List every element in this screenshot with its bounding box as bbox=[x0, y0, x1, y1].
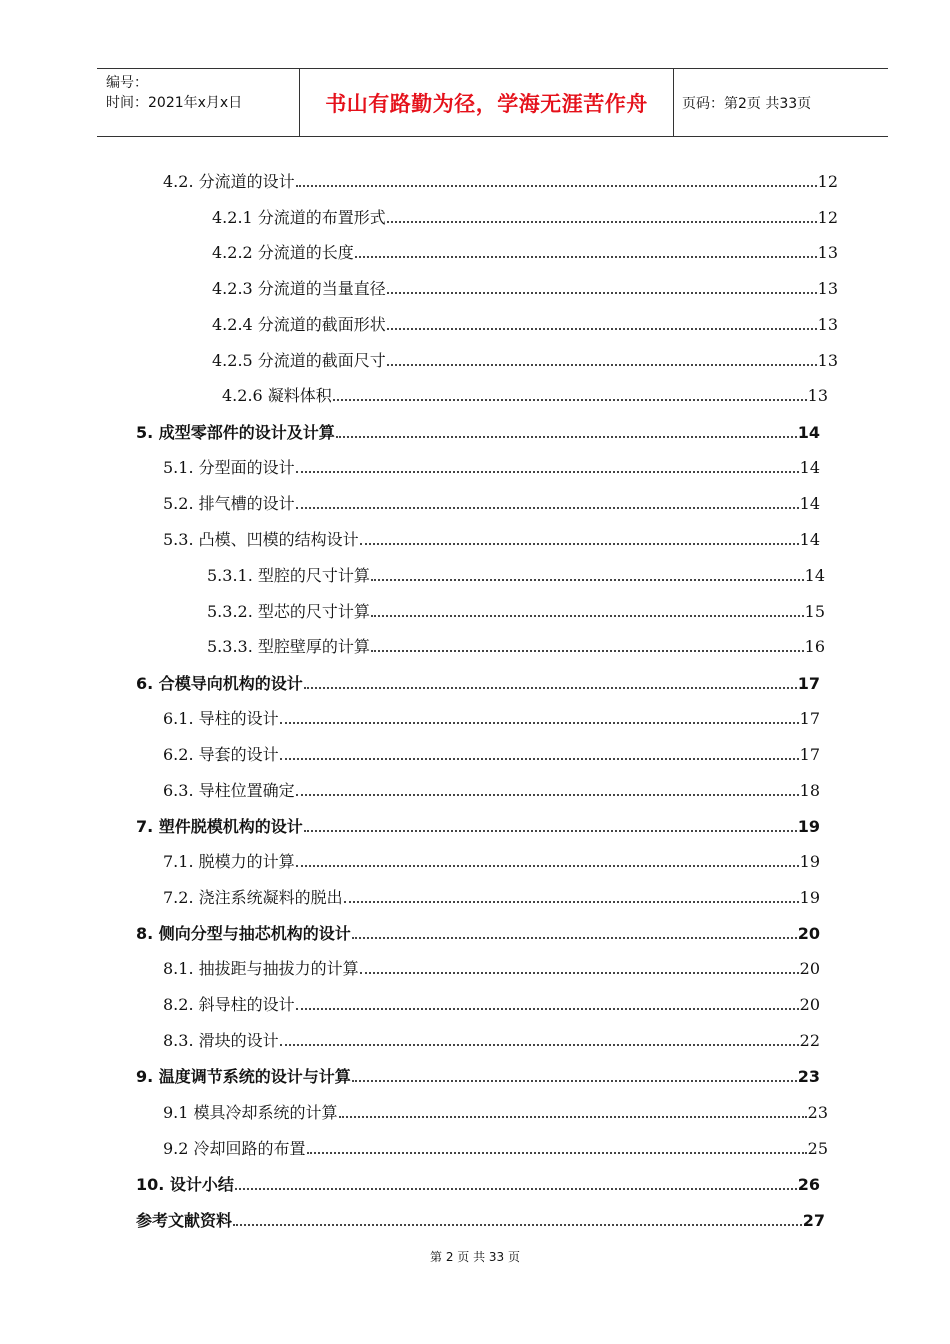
toc-entry-title: 6.3. 导柱位置确定 bbox=[163, 781, 295, 800]
toc-entry-page: 19 bbox=[797, 817, 820, 836]
toc-entry-title: 6.2. 导套的设计 bbox=[163, 745, 279, 764]
code-label: 编号： bbox=[106, 75, 148, 91]
toc-entry-page: 23 bbox=[807, 1103, 828, 1122]
toc-entry-page: 17 bbox=[799, 709, 820, 728]
toc-entry-page: 27 bbox=[802, 1211, 825, 1230]
toc-entry bbox=[163, 849, 820, 873]
toc-entry bbox=[212, 348, 838, 372]
toc-entry bbox=[212, 312, 838, 336]
toc-entry bbox=[136, 1172, 820, 1196]
toc-dot-leader bbox=[304, 675, 797, 689]
page-footer: 第 2 页 共 33 页 bbox=[430, 1250, 520, 1264]
toc-entry-title: 5.3.3. 型腔壁厚的计算 bbox=[207, 637, 370, 656]
toc-entry bbox=[136, 1064, 820, 1088]
toc-entry bbox=[212, 240, 838, 264]
time-label: 时间：2021年x月x日 bbox=[106, 95, 243, 111]
toc-entry bbox=[207, 563, 825, 587]
toc-entry-page: 20 bbox=[799, 959, 820, 978]
toc-dot-leader bbox=[371, 603, 804, 617]
toc-entry-page: 13 bbox=[817, 243, 838, 262]
toc-entry bbox=[163, 992, 820, 1016]
toc-entry bbox=[212, 205, 838, 229]
toc-entry bbox=[163, 527, 820, 551]
toc-entry-page: 22 bbox=[799, 1031, 820, 1050]
toc-entry-page: 17 bbox=[799, 745, 820, 764]
toc-entry-title: 4.2. 分流道的设计 bbox=[163, 172, 295, 191]
toc-entry-page: 26 bbox=[797, 1175, 820, 1194]
toc-entry bbox=[136, 420, 820, 444]
toc-entry-page: 15 bbox=[804, 602, 825, 621]
toc-entry-page: 16 bbox=[804, 637, 825, 656]
toc-dot-leader bbox=[296, 495, 799, 509]
toc-dot-leader bbox=[344, 889, 799, 903]
toc-entry bbox=[163, 1100, 828, 1124]
toc-entry-page: 14 bbox=[797, 423, 820, 442]
toc-entry-title: 5.2. 排气槽的设计 bbox=[163, 494, 295, 513]
toc-entry-title: 4.2.4 分流道的截面形状 bbox=[212, 315, 386, 334]
toc-entry bbox=[207, 634, 825, 658]
toc-entry-page: 12 bbox=[817, 172, 838, 191]
toc-entry-page: 13 bbox=[817, 315, 838, 334]
toc-entry-title: 10. 设计小结 bbox=[136, 1175, 234, 1194]
toc-entry-page: 19 bbox=[799, 852, 820, 871]
toc-dot-leader bbox=[339, 1104, 807, 1118]
toc-entry-title: 6.1. 导柱的设计 bbox=[163, 709, 279, 728]
toc-entry-title: 5.1. 分型面的设计 bbox=[163, 458, 295, 477]
toc-entry bbox=[163, 169, 838, 193]
toc-dot-leader bbox=[360, 531, 799, 545]
toc-dot-leader bbox=[296, 173, 817, 187]
toc-entry-title: 9. 温度调节系统的设计与计算 bbox=[136, 1067, 351, 1086]
toc-entry-title: 4.2.5 分流道的截面尺寸 bbox=[212, 351, 386, 370]
toc-entry bbox=[163, 778, 820, 802]
toc-entry bbox=[163, 491, 820, 515]
toc-entry-page: 20 bbox=[799, 995, 820, 1014]
header-page-info: 页码：第2页 共33页 bbox=[682, 95, 812, 112]
toc-entry bbox=[163, 706, 820, 730]
toc-entry-title: 5.3.2. 型芯的尺寸计算 bbox=[207, 602, 370, 621]
toc-entry-title: 8.3. 滑块的设计 bbox=[163, 1031, 279, 1050]
toc-dot-leader bbox=[233, 1212, 802, 1226]
toc-dot-leader bbox=[352, 1068, 797, 1082]
toc-dot-leader bbox=[280, 746, 799, 760]
toc-entry bbox=[163, 885, 820, 909]
toc-entry bbox=[136, 671, 820, 695]
toc-entry bbox=[136, 814, 820, 838]
toc-entry-title: 7.2. 浇注系统凝料的脱出 bbox=[163, 888, 343, 907]
toc-dot-leader bbox=[387, 209, 817, 223]
toc-entry-title: 4.2.2 分流道的长度 bbox=[212, 243, 354, 262]
toc-entry bbox=[136, 1208, 825, 1232]
toc-dot-leader bbox=[387, 316, 817, 330]
toc-entry-title: 4.2.3 分流道的当量直径 bbox=[212, 279, 386, 298]
toc-entry-page: 13 bbox=[817, 279, 838, 298]
toc-dot-leader bbox=[371, 638, 804, 652]
toc-entry-page: 17 bbox=[797, 674, 820, 693]
toc-entry-title: 4.2.6 凝料体积 bbox=[222, 386, 332, 405]
toc-dot-leader bbox=[296, 459, 799, 473]
toc-dot-leader bbox=[333, 387, 807, 401]
toc-entry-page: 14 bbox=[804, 566, 825, 585]
toc-entry-title: 6. 合模导向机构的设计 bbox=[136, 674, 303, 693]
toc-entry-title: 9.2 冷却回路的布置 bbox=[163, 1139, 306, 1158]
toc-dot-leader bbox=[371, 567, 804, 581]
toc-entry-title: 5.3.1. 型腔的尺寸计算 bbox=[207, 566, 370, 585]
toc-dot-leader bbox=[280, 1032, 799, 1046]
toc-entry bbox=[222, 383, 828, 407]
toc-dot-leader bbox=[304, 818, 797, 832]
toc-entry-page: 25 bbox=[807, 1139, 828, 1158]
toc-dot-leader bbox=[336, 424, 797, 438]
toc-dot-leader bbox=[296, 996, 799, 1010]
toc-entry-title: 7. 塑件脱模机构的设计 bbox=[136, 817, 303, 836]
toc-entry bbox=[212, 276, 838, 300]
toc-entry-title: 5. 成型零部件的设计及计算 bbox=[136, 423, 335, 442]
toc-entry bbox=[207, 599, 825, 623]
toc-entry bbox=[163, 1136, 828, 1160]
toc-entry-page: 14 bbox=[799, 530, 820, 549]
toc-dot-leader bbox=[387, 280, 817, 294]
toc-entry-title: 8.1. 抽拔距与抽拔力的计算 bbox=[163, 959, 359, 978]
toc-entry bbox=[163, 1028, 820, 1052]
toc-entry-title: 4.2.1 分流道的布置形式 bbox=[212, 208, 386, 227]
toc-entry-page: 13 bbox=[817, 351, 838, 370]
toc-entry-page: 12 bbox=[817, 208, 838, 227]
toc-dot-leader bbox=[280, 710, 799, 724]
header-motto: 书山有路勤为径，学海无涯苦作舟 bbox=[325, 91, 648, 116]
toc-dot-leader bbox=[296, 782, 799, 796]
toc-entry bbox=[163, 956, 820, 980]
toc-entry bbox=[163, 455, 820, 479]
toc-entry-page: 14 bbox=[799, 458, 820, 477]
toc-dot-leader bbox=[352, 925, 797, 939]
toc-dot-leader bbox=[235, 1176, 797, 1190]
toc-dot-leader bbox=[387, 352, 817, 366]
toc-dot-leader bbox=[360, 960, 799, 974]
toc-dot-leader bbox=[296, 853, 799, 867]
toc-entry-title: 参考文献资料 bbox=[136, 1211, 233, 1230]
toc-entry bbox=[136, 921, 820, 945]
toc-entry-page: 23 bbox=[797, 1067, 820, 1086]
toc-dot-leader bbox=[307, 1140, 807, 1154]
toc-entry-page: 19 bbox=[799, 888, 820, 907]
toc-entry-page: 20 bbox=[797, 924, 820, 943]
toc-entry-page: 13 bbox=[807, 386, 828, 405]
toc-entry-title: 7.1. 脱模力的计算 bbox=[163, 852, 295, 871]
toc-entry-title: 8. 侧向分型与抽芯机构的设计 bbox=[136, 924, 351, 943]
toc-dot-leader bbox=[355, 244, 817, 258]
toc-entry-title: 8.2. 斜导柱的设计 bbox=[163, 995, 295, 1014]
toc-entry-title: 9.1 模具冷却系统的计算 bbox=[163, 1103, 338, 1122]
toc-entry-title: 5.3. 凸模、凹模的结构设计 bbox=[163, 530, 359, 549]
toc-entry-page: 14 bbox=[799, 494, 820, 513]
toc-entry bbox=[163, 742, 820, 766]
toc-entry-page: 18 bbox=[799, 781, 820, 800]
